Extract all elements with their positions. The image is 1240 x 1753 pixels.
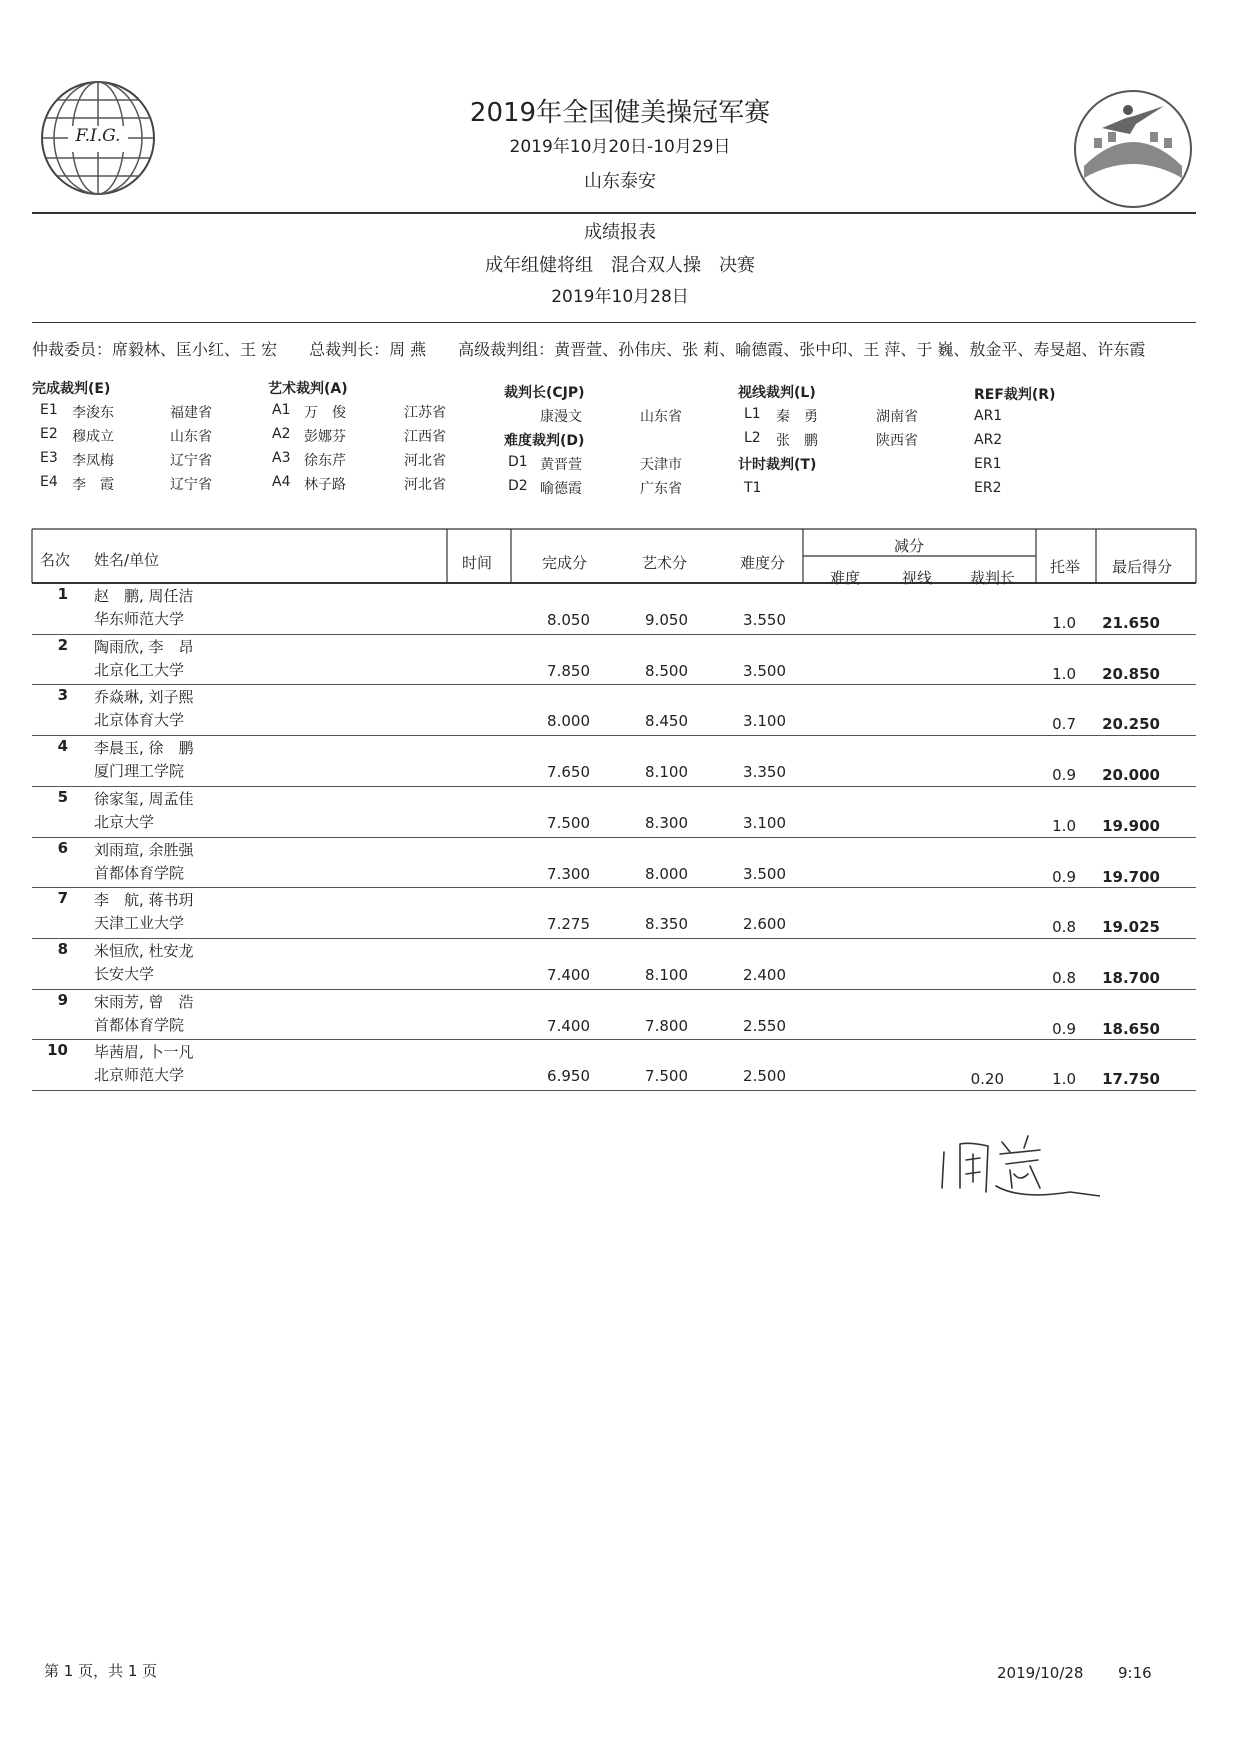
row-rank: 9 <box>57 990 68 1009</box>
row-rank: 5 <box>57 787 68 806</box>
row-rank: 10 <box>47 1041 68 1060</box>
row-rank: 2 <box>57 635 68 654</box>
difficulty-judges-heading: 难度裁判(D) <box>504 433 585 449</box>
ref-judges-heading: REF裁判(R) <box>974 387 1056 403</box>
row-athlete-names: 宋雨芳, 曾 浩 <box>94 992 194 1011</box>
competition-location: 山东泰安 <box>584 171 656 192</box>
line-judge-province: 湖南省 <box>876 409 918 425</box>
row-final-score: 19.025 <box>1102 918 1160 937</box>
ref-judge-position: ER2 <box>974 480 1002 496</box>
row-rank: 1 <box>57 585 68 603</box>
header-execution: 完成分 <box>542 554 588 572</box>
artistry-judge-name: 万 俊 <box>304 405 346 421</box>
time-judge-position: T1 <box>744 480 762 496</box>
row-lift: 0.9 <box>1052 766 1076 785</box>
row-difficulty-score: 2.400 <box>743 965 786 984</box>
row-final-score: 20.000 <box>1102 766 1160 785</box>
row-execution-score: 7.400 <box>547 965 590 984</box>
row-athlete-names: 赵 鹏, 周任洁 <box>94 587 194 605</box>
row-difficulty-score: 3.550 <box>743 611 786 629</box>
row-final-score: 18.700 <box>1102 968 1160 987</box>
row-execution-score: 7.275 <box>547 915 590 934</box>
table-row-divider <box>32 887 1196 888</box>
row-difficulty-score: 2.600 <box>743 915 786 934</box>
row-lift: 0.8 <box>1052 918 1076 937</box>
ref-judge-position: AR2 <box>974 432 1003 448</box>
print-date: 2019/10/28 <box>997 1664 1084 1682</box>
line-judges-heading: 视线裁判(L) <box>738 385 816 401</box>
row-final-score: 19.900 <box>1102 816 1160 835</box>
row-final-score: 17.750 <box>1102 1070 1160 1089</box>
row-execution-score: 7.850 <box>547 661 590 680</box>
table-row-divider <box>32 1039 1196 1040</box>
difficulty-judge-position: D1 <box>508 454 528 470</box>
header-final: 最后得分 <box>1112 558 1173 576</box>
row-athlete-names: 米恒欣, 杜安龙 <box>94 941 194 960</box>
ref-judge-position: AR1 <box>974 408 1003 424</box>
artistry-judge-province: 江西省 <box>404 429 446 445</box>
row-artistry-score: 8.000 <box>645 864 688 883</box>
line-judge-name: 秦 勇 <box>776 409 818 425</box>
row-athlete-names: 刘雨瑄, 余胜强 <box>94 840 194 859</box>
table-row-divider <box>32 837 1196 838</box>
artistry-judge-name: 林子路 <box>304 477 346 493</box>
row-execution-score: 7.500 <box>547 813 590 832</box>
table-row-divider <box>32 684 1196 685</box>
row-artistry-score: 8.100 <box>645 965 688 984</box>
artistry-judge-province: 河北省 <box>404 453 446 469</box>
row-lift: 0.8 <box>1052 968 1076 987</box>
artistry-judge-province: 河北省 <box>404 477 446 493</box>
artistry-judge-province: 江苏省 <box>404 405 446 421</box>
row-artistry-score: 9.050 <box>645 611 688 629</box>
execution-judge-position: E1 <box>40 402 58 418</box>
artistry-judge-position: A2 <box>272 426 291 442</box>
officials-line: 仲裁委员：席毅林、匡小红、王 宏 总裁判长：周 燕 高级裁判组：黄晋萱、孙伟庆、张 莉、喻德霞、张中印、王 萍、于 巍、敖金平、寿旻超、许东霞 <box>32 340 1146 359</box>
caa-logo-sub: CAA <box>1123 182 1143 192</box>
row-execution-score: 7.400 <box>547 1016 590 1035</box>
header-deduction: 减分 <box>894 537 925 555</box>
artistry-judge-position: A3 <box>272 450 291 466</box>
row-cjp-deduction: 0.20 <box>970 1070 1004 1089</box>
execution-judge-province: 山东省 <box>170 429 212 445</box>
row-artistry-score: 8.500 <box>645 661 688 680</box>
row-difficulty-score: 3.500 <box>743 864 786 883</box>
row-athlete-names: 李晨玉, 徐 鹏 <box>94 739 194 758</box>
row-final-score: 20.850 <box>1102 664 1160 683</box>
header-ded-line: 视线 <box>902 569 933 587</box>
report-event: 成年组健将组 混合双人操 决赛 <box>485 255 755 276</box>
row-lift: 0.7 <box>1052 715 1076 734</box>
time-judges-heading: 计时裁判(T) <box>738 457 817 473</box>
signature <box>940 1130 1100 1210</box>
row-rank: 7 <box>57 889 68 908</box>
artistry-judge-position: A1 <box>272 402 291 418</box>
table-row-divider <box>32 1090 1196 1091</box>
difficulty-judge-province: 广东省 <box>640 481 682 497</box>
difficulty-judge-name: 喻德霞 <box>540 481 582 497</box>
row-unit: 天津工业大学 <box>94 914 185 933</box>
artistry-judge-position: A4 <box>272 474 291 490</box>
row-unit: 北京化工大学 <box>94 660 185 679</box>
row-unit: 北京师范大学 <box>94 1066 185 1085</box>
execution-judge-province: 福建省 <box>170 405 212 421</box>
cjp-name: 康漫文 <box>540 409 582 425</box>
row-difficulty-score: 2.500 <box>743 1067 786 1086</box>
table-row-divider <box>32 735 1196 736</box>
row-final-score: 21.650 <box>1102 614 1160 632</box>
difficulty-judge-position: D2 <box>508 478 528 494</box>
row-execution-score: 7.650 <box>547 763 590 782</box>
row-execution-score: 8.000 <box>547 712 590 731</box>
execution-judge-position: E4 <box>40 474 58 490</box>
row-athlete-names: 陶雨欣, 李 昂 <box>94 637 194 656</box>
cjp-province: 山东省 <box>640 409 682 425</box>
row-artistry-score: 8.100 <box>645 763 688 782</box>
line-judge-province: 陕西省 <box>876 433 918 449</box>
row-lift: 1.0 <box>1052 1070 1076 1089</box>
table-row-divider <box>32 786 1196 787</box>
row-lift: 0.9 <box>1052 867 1076 886</box>
row-execution-score: 7.300 <box>547 864 590 883</box>
competition-dates: 2019年10月20日-10月29日 <box>509 137 731 157</box>
artistry-judge-name: 徐东芹 <box>304 453 346 469</box>
header-name-unit: 姓名/单位 <box>94 551 160 569</box>
execution-judge-province: 辽宁省 <box>170 453 212 469</box>
report-title: 成绩报表 <box>584 222 656 243</box>
competition-title: 2019年全国健美操冠军赛 <box>469 98 771 128</box>
header-ded-difficulty: 难度 <box>830 569 861 587</box>
row-athlete-names: 乔焱琳, 刘子熙 <box>94 688 194 707</box>
row-lift: 1.0 <box>1052 816 1076 835</box>
row-difficulty-score: 3.500 <box>743 661 786 680</box>
execution-judge-position: E2 <box>40 426 58 442</box>
difficulty-judge-name: 黄晋萱 <box>540 457 582 473</box>
row-unit: 长安大学 <box>94 964 155 983</box>
row-unit: 北京大学 <box>94 812 155 831</box>
execution-judge-position: E3 <box>40 450 58 466</box>
execution-judge-name: 李凤梅 <box>72 453 114 469</box>
line-judge-position: L2 <box>744 430 761 446</box>
header-rank: 名次 <box>40 551 71 569</box>
row-unit: 北京体育大学 <box>94 711 185 730</box>
row-final-score: 20.250 <box>1102 715 1160 734</box>
execution-judge-name: 李 霞 <box>72 477 114 493</box>
execution-judge-province: 辽宁省 <box>170 477 212 493</box>
row-lift: 1.0 <box>1052 664 1076 683</box>
row-lift: 1.0 <box>1052 614 1076 632</box>
artistry-judge-name: 彭娜芬 <box>304 429 346 445</box>
table-row-divider <box>32 634 1196 635</box>
difficulty-judge-province: 天津市 <box>640 457 682 473</box>
header-difficulty: 难度分 <box>740 554 786 572</box>
print-time: 9:16 <box>1118 1664 1152 1682</box>
row-artistry-score: 8.300 <box>645 813 688 832</box>
row-athlete-names: 徐家玺, 周孟佳 <box>94 789 194 808</box>
row-artistry-score: 8.350 <box>645 915 688 934</box>
row-final-score: 18.650 <box>1102 1019 1160 1038</box>
row-execution-score: 6.950 <box>547 1067 590 1086</box>
fig-logo-text: F.I.G. <box>75 126 121 146</box>
header-lift: 托举 <box>1050 558 1081 576</box>
page-indicator: 第 1 页，共 1 页 <box>44 1662 158 1680</box>
row-athlete-names: 李 航, 蒋书玥 <box>94 891 194 910</box>
row-unit: 首都体育学院 <box>94 1015 185 1034</box>
execution-judge-name: 穆成立 <box>72 429 114 445</box>
row-rank: 6 <box>57 838 68 857</box>
row-rank: 4 <box>57 737 68 756</box>
row-rank: 8 <box>57 939 68 958</box>
row-unit: 厦门理工学院 <box>94 762 185 781</box>
row-rank: 3 <box>57 686 68 705</box>
ref-judge-position: ER1 <box>974 456 1002 472</box>
table-row-divider <box>32 989 1196 990</box>
row-artistry-score: 7.800 <box>645 1016 688 1035</box>
header-time: 时间 <box>462 554 493 572</box>
line-judge-position: L1 <box>744 406 761 422</box>
row-artistry-score: 7.500 <box>645 1067 688 1086</box>
execution-judges-heading: 完成裁判(E) <box>32 381 111 397</box>
row-unit: 首都体育学院 <box>94 863 185 882</box>
row-artistry-score: 8.450 <box>645 712 688 731</box>
table-row-divider <box>32 938 1196 939</box>
row-unit: 华东师范大学 <box>94 610 185 628</box>
row-difficulty-score: 2.550 <box>743 1016 786 1035</box>
artistry-judges-heading: 艺术裁判(A) <box>268 381 348 397</box>
line-judge-name: 张 鹏 <box>776 433 818 449</box>
row-execution-score: 8.050 <box>547 611 590 629</box>
row-lift: 0.9 <box>1052 1019 1076 1038</box>
execution-judge-name: 李浚东 <box>72 405 114 421</box>
row-difficulty-score: 3.100 <box>743 813 786 832</box>
report-date: 2019年10月28日 <box>551 287 689 307</box>
header-ded-cjp: 裁判长 <box>970 569 1016 587</box>
header-artistry: 艺术分 <box>642 554 688 572</box>
cjp-heading: 裁判长(CJP) <box>504 385 585 401</box>
row-difficulty-score: 3.350 <box>743 763 786 782</box>
caa-logo-text: 中国健美操协会 <box>1101 169 1165 179</box>
row-difficulty-score: 3.100 <box>743 712 786 731</box>
table-header-grid <box>0 0 1240 600</box>
row-final-score: 19.700 <box>1102 867 1160 886</box>
row-athlete-names: 毕茜眉, 卜一凡 <box>94 1043 194 1062</box>
